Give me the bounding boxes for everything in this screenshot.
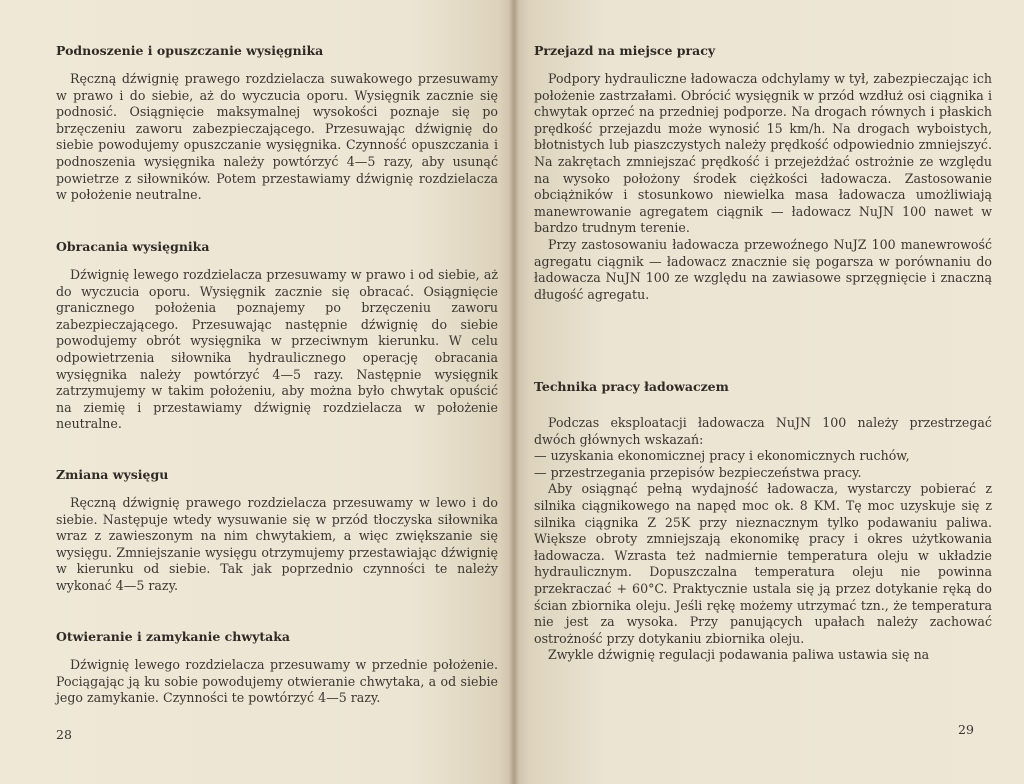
right-page — [514, 0, 1024, 784]
section-transport — [534, 42, 992, 303]
paragraph: Ręczną dźwignię prawego rozdzielacza suwakowego przesuwamy w prawo i do siebie, aż do wyczucia oporu. Wysięgnik zacznie się podnosić. Osiągnięcie maksymalnej wysokości poznaje się po brzęczeniu zaworu zabezpieczającego. Przesuwając dźwignię do siebie powodujemy opuszczanie wysięgnika. Czynność opuszczania i podnoszenia wysięgnika należy powtórzyć 4—5 razy, aby usunąć powietrze z siłowników. Potem przestawiamy dźwignię rozdzielacza w położenie neutralne. — [56, 71, 498, 203]
paragraph: Podczas eksploatacji ładowacza NuJN 100 należy przestrzegać dwóch głównych wskazań: — [534, 415, 992, 447]
list-item: — uzyskania ekonomicznej pracy i ekonomicznych ruchów, — [534, 448, 910, 464]
section-heading: Podnoszenie i opuszczanie wysięgnika — [56, 43, 324, 58]
paragraph: Dźwignię lewego rozdzielacza przesuwamy w prawo i od siebie, aż do wyczucia oporu. Wysięgnik zacznie się obracać. Osiągnięcie granicznego położenia poznajemy po brzęczeniu zaworu zabezpieczającego. Przesuwając następnie dźwignię do siebie powodujemy obrót wysięgnika w przeciwnym kierunku. W celu odpowietrzenia siłownika hydraulicznego operację obracania wysięgnika należy powtórzyć 4—5 razy. Następnie wysięgnik zatrzymujemy w takim położeniu, aby można było chwytak opuścić na ziemię i przestawiamy dźwignię rozdzielacza w położenie neutralne. — [56, 267, 498, 432]
paragraph: Dźwignię lewego rozdzielacza przesuwamy w przednie położenie. Pociągając ją ku sobie powodujemy otwieranie chwytaka, a od siebie jego zamykanie. Czynności te powtórzyć 4—5 razy. — [56, 657, 498, 706]
page-number: 29 — [958, 722, 974, 737]
section-lifting — [56, 42, 498, 204]
paragraph: Aby osiągnąć pełną wydajność ładowacza, wystarczy pobierać z silnika ciągnikowego na napęd moc ok. 8 KM. Tę moc uzyskuje się z silnika ciągnika Z 25K przy nieznacznym tylko podawaniu paliwa. Większe obroty zmniejszają ekonomikę pracy i okres użytkowania ładowacza. Wzrasta też nadmiernie temperatura oleju w układzie hydraulicznym. Dopuszczalna temperatura oleju nie powinna przekraczać + 60°C. Praktycznie ustala się ją przez dotykanie ręką do ścian zbiornika oleju. Jeśli rękę możemy utrzymać tzn., że temperatura nie jest za wysoka. Przy panujących upałach należy zachować ostrożność przy dotykaniu zbiornika oleju. — [534, 481, 992, 646]
list-item: — przestrzegania przepisów bezpieczeństwa pracy. — [534, 464, 862, 480]
book-gutter — [509, 0, 519, 784]
section-heading: Obracania wysięgnika — [56, 239, 210, 254]
section-technique — [534, 378, 992, 664]
paragraph: Podpory hydrauliczne ładowacza odchylamy w tył, zabezpieczając ich położenie zastrzałami. Obrócić wysięgnik w przód wzdłuż osi ciągnika i chwytak oprzeć na przedniej podporze. Na drogach równych i płaskich prędkość przejazdu może wynosić 15 km/h. Na drogach wyboistych, błotnistych lub piaszczystych należy prędkość odpowiednio zmniejszyć. Na zakrętach zmniejszać prędkość i przejeżdżać ostrożnie ze względu na wysoko położony środek ciężkości ładowacza. Zastosowanie obciążników i stosunkowo niewielka masa ładowacza umożliwiają manewrowanie agregatem ciągnik — ładowacz NuJN 100 nawet w bardzo trudnym terenie. — [534, 71, 992, 236]
paragraph: Przy zastosowaniu ładowacza przewoźnego NuJZ 100 manewrowość agregatu ciągnik — ładowacz znacznie się pogarsza w porównaniu do ładowacza NuJN 100 ze względu na zawiasowe sprzęgnięcie i znaczną długość agregatu. — [534, 236, 992, 302]
section-heading: Technika pracy ładowaczem — [534, 379, 729, 394]
section-heading: Zmiana wysięgu — [56, 467, 169, 482]
section-heading: Przejazd na miejsce pracy — [534, 43, 716, 58]
section-gripper — [56, 628, 498, 707]
section-reach-change — [56, 466, 498, 595]
section-heading: Otwieranie i zamykanie chwytaka — [56, 629, 290, 644]
paragraph: Ręczną dźwignię prawego rozdzielacza przesuwamy w lewo i do siebie. Następuje wtedy wysuwanie się w przód tłoczyska siłownika wraz z zawieszonym na nim chwytakiem, a więc zwiększanie się wysięgu. Zmniejszanie wysięgu otrzymujemy przestawiając dźwignię w kierunku od siebie. Tak jak poprzednio czynności te należy wykonać 4—5 razy. — [56, 495, 498, 593]
paragraph: Zwykle dźwignię regulacji podawania paliwa ustawia się na — [548, 647, 930, 663]
page-number: 28 — [56, 727, 72, 742]
section-rotating — [56, 238, 498, 433]
